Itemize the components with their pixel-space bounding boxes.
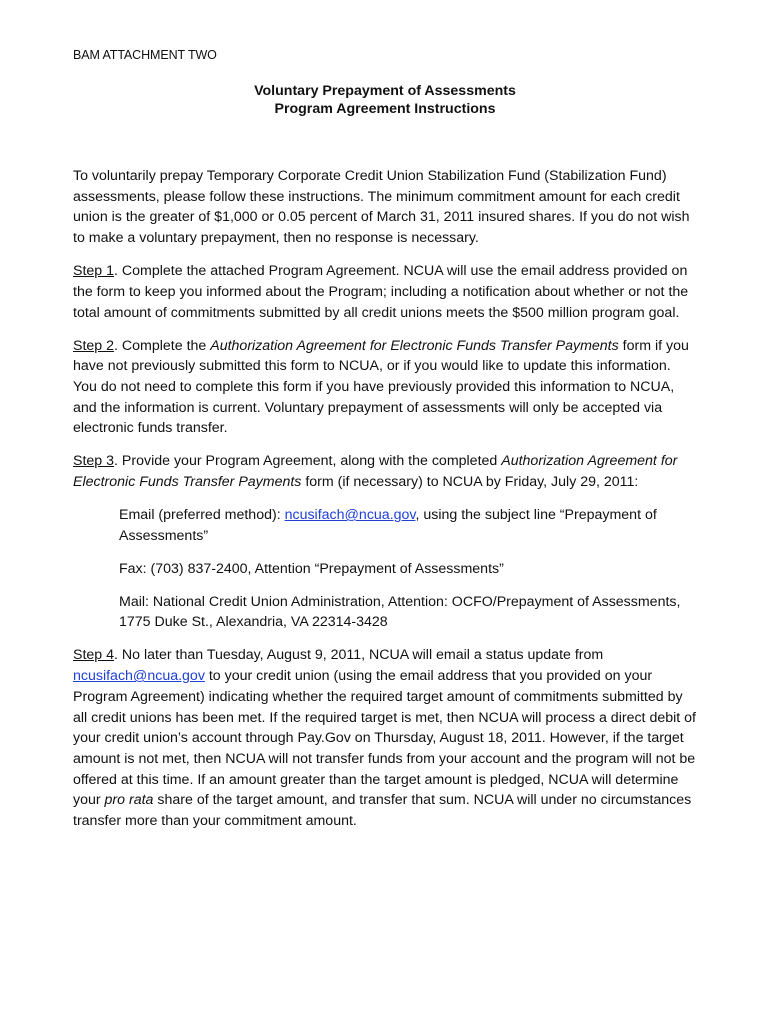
step-3-form-name: Authorization Agreement for Electronic Funds Transfer Payments <box>73 453 678 491</box>
step-2-text-b: form if you have not previously submitted this form to NCUA, or if you would like to update this information. You do not need to complete this form if you have previously provided this information to NCUA, and the information is current. Voluntary prepayment of assessments will only be accepted via electronic funds transfer. <box>73 337 689 437</box>
step-4-label: Step 4 <box>73 647 115 664</box>
mail-instruction: Mail: National Credit Union Administration, Attention: OCFO/Prepayment of Assessments, 1775 Duke St., Alexandria, VA 22314-3428 <box>119 593 681 631</box>
step-4-text-c: share of the target amount, and transfer that sum. NCUA will under no circumstances transfer more than your commitment amount. <box>73 792 692 830</box>
document-title <box>0 82 770 118</box>
attachment-label: BAM ATTACHMENT TWO <box>73 48 217 62</box>
pro-rata-term: pro rata <box>104 792 154 809</box>
title-line-2: Program Agreement Instructions <box>274 101 496 117</box>
step-1-paragraph <box>73 261 698 323</box>
email-instruction <box>119 505 698 546</box>
step-3-text-a: . Provide your Program Agreement, along with the completed <box>114 453 502 470</box>
step-2-paragraph <box>73 336 698 440</box>
step-3-text-b: form (if necessary) to NCUA by Friday, July 29, 2011: <box>301 474 639 491</box>
step-4-paragraph <box>73 645 698 831</box>
step-2-label: Step 2 <box>73 337 115 354</box>
step-1-label: Step 1 <box>73 263 115 280</box>
email-suffix: , using the subject line “Prepayment of Assessments” <box>119 507 657 544</box>
instructions-body <box>73 166 698 844</box>
step-3-paragraph <box>73 451 698 492</box>
fax-instruction: Fax: (703) 837-2400, Attention “Prepayment of Assessments” <box>119 560 504 577</box>
step-2-text-a: . Complete the <box>114 337 211 354</box>
step-4-text-a: . No later than Tuesday, August 9, 2011, NCUA will email a status update from <box>114 647 604 664</box>
step-1-text: . Complete the attached Program Agreement. NCUA will use the email address provided on the form to keep you informed about the Program; including a notification about whether or not the total amount of commitments submitted by all credit unions meets the $500 million program goal. <box>73 263 689 321</box>
step-4-text-b: to your credit union (using the email address that you provided on your Program Agreement) indicating whether the required target amount of commitments submitted by all credit unions has been met. If the required target is met, then NCUA will process a direct debit of your credit union’s account through Pay.Gov on Thursday, August 18, 2011. However, if the target amount is not met, then NCUA will not transfer funds from your account and the program will not be offered at this time. If an amount greater than the target amount is pledged, NCUA will determine your <box>73 668 696 809</box>
title-line-1: Voluntary Prepayment of Assessments <box>254 83 516 99</box>
step-2-form-name: Authorization Agreement for Electronic Funds Transfer Payments <box>210 337 619 354</box>
email-link[interactable]: ncusifach@ncua.gov <box>284 507 416 524</box>
step-3-label: Step 3 <box>73 453 115 470</box>
email-prefix: Email (preferred method): <box>119 507 285 524</box>
step-4-email-link[interactable]: ncusifach@ncua.gov <box>73 668 205 685</box>
intro-paragraph: To voluntarily prepay Temporary Corporate Credit Union Stabilization Fund (Stabilization Fund) assessments, please follow these instructions. The minimum commitment amount for each credit union is the greater of $1,000 or 0.05 percent of March 31, 2011 insured shares. If you do not wish to make a voluntary prepayment, then no response is necessary. <box>73 168 690 247</box>
